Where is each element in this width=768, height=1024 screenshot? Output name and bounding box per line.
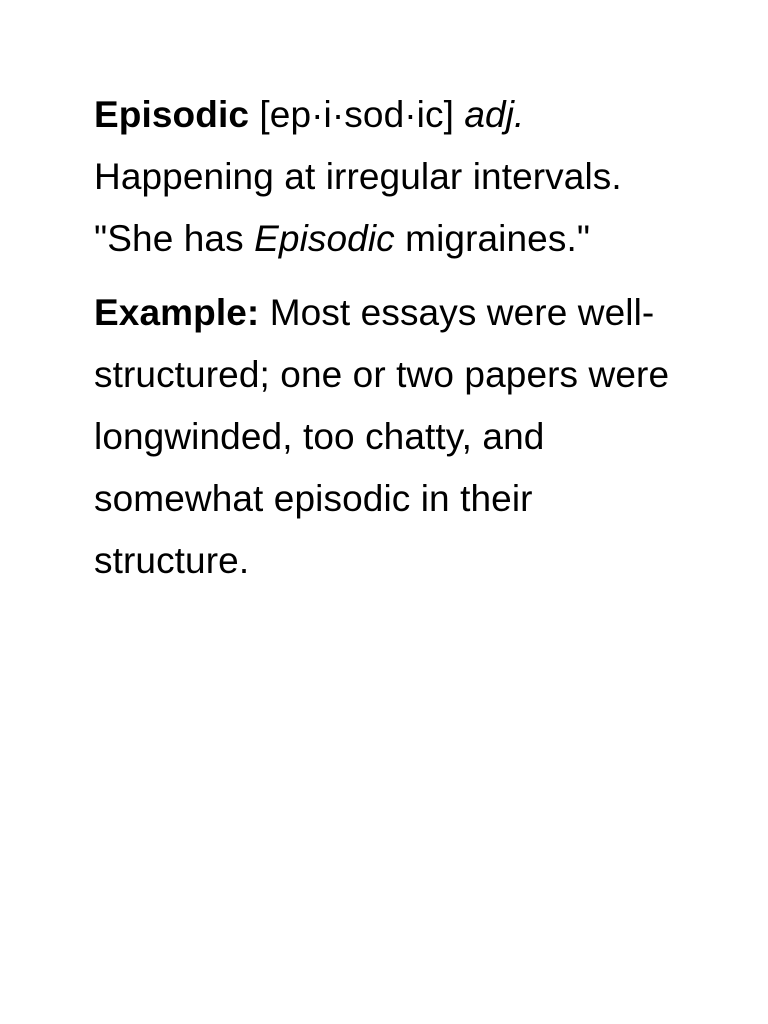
definition-paragraph (94, 84, 694, 270)
example-paragraph (94, 282, 694, 592)
usage-quote-close: migraines." (405, 218, 591, 259)
definition-meaning: Happening at irregular intervals. (94, 156, 622, 197)
pronunciation: [ep·i·sod·ic] (259, 94, 454, 135)
example-label: Example: (94, 292, 260, 333)
term-word: Episodic (94, 94, 249, 135)
usage-quote-term: Episodic (254, 218, 395, 259)
part-of-speech: adj. (464, 94, 525, 135)
example-text: Most essays were well-structured; one or two papers were longwinded, too chatty, and somewhat episodic in their structure. (94, 292, 670, 581)
usage-quote-open: "She has (94, 218, 244, 259)
vocabulary-card-text (94, 84, 694, 592)
